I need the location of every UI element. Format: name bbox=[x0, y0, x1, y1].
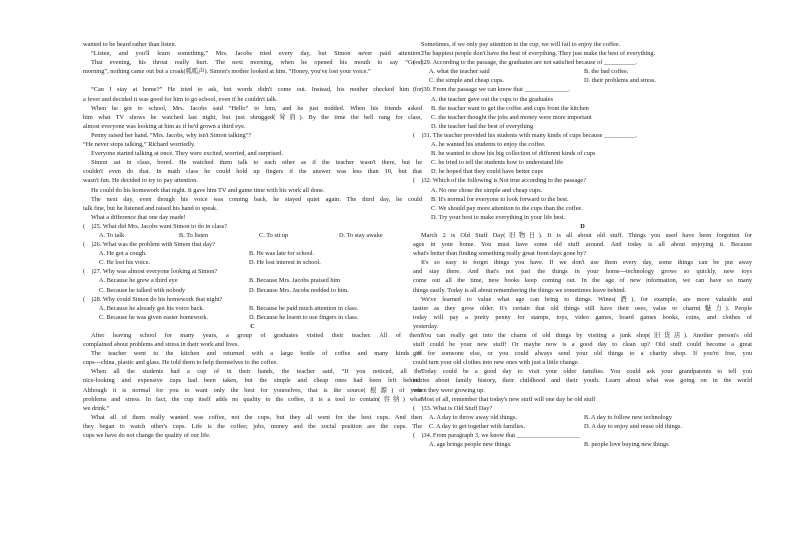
question-28: ( )28. Why could Simon do his homework that night? bbox=[83, 295, 223, 303]
passage-line: stories about family history, their childhood and their youth. Learn about what was going on in the world bbox=[413, 377, 752, 385]
question-34-options bbox=[413, 440, 752, 449]
question-27-options bbox=[83, 276, 422, 285]
question-28-options bbox=[83, 313, 422, 322]
option-d[interactable]: D. Because Mrs. Jacobs nodded to him. bbox=[249, 286, 349, 294]
option-b[interactable]: B. He was late for school. bbox=[249, 250, 315, 258]
option-c[interactable]: C. A day to get together with families. bbox=[429, 422, 526, 430]
story-line: “Can I stay at home?” He tried to ask, but words didn't come out. Instead, his mother checked him for bbox=[91, 86, 422, 94]
option-a[interactable]: A. A day to throw away old things. bbox=[429, 413, 517, 421]
passage-line: March 2 is Old Stuff Day(旧物日). It is all about old stuff. Things you used have been forgotten for bbox=[421, 231, 752, 239]
passage-line: stuff could be your new stuff! Or maybe now is a good day to clean up? Old stuff could become a great bbox=[413, 341, 752, 349]
passage-line: they began to watch other's cups. Life is the coffee; jobs, money and the social position are the cups. The bbox=[83, 422, 422, 430]
option-a[interactable]: A. what the teacher said bbox=[429, 68, 490, 76]
passage-line: Most of all, remember that today's new stuff will one day be old stuff bbox=[421, 395, 596, 403]
option-c[interactable]: C. He lost his voice. bbox=[99, 259, 151, 267]
question-33-options bbox=[413, 413, 752, 422]
passage-line: tastier as they grow older. It's certain that old things still have their uses, value or charm(魅力). People bbox=[413, 304, 752, 312]
passage-line: problems and stress. In fact, the cup itself adds no quality to the coffee, it is a tool to contain(容纳) what bbox=[83, 395, 422, 403]
passage-line: We've learned to value what age can bring to things. Wines(酒), for example, are more valuable and bbox=[421, 295, 752, 303]
passage-line: and stay there. And that's not just the things in your home---technology grows so quickly, new toys bbox=[413, 268, 752, 276]
passage-line: when they were growing up. bbox=[413, 386, 485, 394]
story-line: him what TV shows he watched last night, but just shrugged(耸肩). By the time the bell rang for class, bbox=[83, 113, 422, 121]
option-b[interactable]: B. he wanted to show his big collection of different kinds of cups bbox=[431, 150, 596, 158]
passage-line: cups---china, plastic and glass. He told them to help themselves to the coffee. bbox=[83, 359, 278, 367]
story-line: morning”, nothing came out but a croak(呱呱声). Simon's mother looked at him. “Honey, you've lost your voice.” bbox=[83, 68, 371, 76]
question-31: ( )31. The teacher provided his students with many kinds of cups because __________. bbox=[413, 131, 638, 139]
option-c[interactable]: C. Because he talked with nobody bbox=[99, 286, 186, 294]
question-26-options bbox=[83, 249, 422, 258]
option-b[interactable]: B. people love buying new things bbox=[584, 441, 669, 449]
passage-line: The teacher went to the kitchen and returned with a large bottle of coffee and many kinds of bbox=[91, 350, 422, 358]
section-heading-d: D bbox=[580, 222, 585, 230]
passage-line: After leaving school for many years, a group of graduates visited their teacher. All of them bbox=[91, 332, 422, 339]
passage-line: The happiest people don't have the best of everything. They just make the best of everything. bbox=[421, 50, 656, 58]
story-line: Everyone started talking at once. They were excited, worried, and surprised. bbox=[91, 150, 283, 158]
story-line: “Listen, and you'll learn something.” Mrs. Jacobs tried every day, but Simon never paid attention. bbox=[91, 50, 422, 58]
option-b[interactable]: B. A day to follow new technology bbox=[584, 413, 672, 421]
story-line: When he got to school, Mrs. Jacobs said “Hello” to him, and he just nodded. When his friends asked bbox=[91, 104, 422, 112]
option-d[interactable]: D. To stay awake bbox=[339, 231, 383, 239]
passage-line: Sometimes, if we only pay attention to the cup, we will fail to enjoy the coffee. bbox=[421, 41, 621, 48]
story-line: wasn't fun. He decided to try to pay attention. bbox=[83, 177, 198, 185]
passage-line: It's so easy to forget things you have. If we don't use them every day, some things can be put away bbox=[421, 259, 752, 267]
question-26-options bbox=[83, 258, 422, 267]
option-c[interactable]: C. he tried to tell the students how to understand life bbox=[431, 159, 564, 167]
option-b[interactable]: B. It's normal for everyone to look forward to the best. bbox=[431, 195, 569, 203]
option-a[interactable]: A. Because he grew a third eye bbox=[99, 277, 178, 285]
question-30: ( )30. From the passage we can know that ______________. bbox=[413, 86, 571, 94]
passage-line: come out all the time, new books keep coming out. In the age of new information, we can have so many bbox=[413, 277, 752, 285]
passage-line: complained about problems and stress in their work and lives. bbox=[83, 341, 239, 349]
left-column bbox=[83, 40, 422, 440]
option-b[interactable]: B. Because he paid much attention in class. bbox=[249, 304, 359, 312]
option-b[interactable]: B. To listen bbox=[179, 231, 209, 239]
story-line: The next day, even though his voice was coming back, he stayed quiet again. The third day, he could bbox=[91, 195, 422, 203]
option-d[interactable]: D. their problems and stress. bbox=[584, 77, 657, 85]
passage-line: things easily. Today is all about remembering the things we sometimes leave behind. bbox=[413, 286, 627, 294]
story-line: a fever and decided it was good for him to go school, even if he couldn't talk. bbox=[83, 95, 278, 103]
question-26: ( )26. What was the problem with Simon that day? bbox=[83, 241, 215, 249]
story-line: couldn't even do that. In math class he could hold up fingers if the answer was less than 10, but that bbox=[83, 168, 422, 176]
question-32: ( )32. Which of the following is Not true according to the passage? bbox=[413, 177, 587, 185]
story-line: talk fine, but he listened and raised his hand to speak. bbox=[83, 204, 218, 212]
passage-line: Today could be a good day to visit your older families. You could ask your grandparents to tell you bbox=[421, 368, 752, 376]
question-29: ( )29. According to the passage, the graduates are not satisfied because of __________. bbox=[413, 59, 637, 67]
question-25-options bbox=[83, 231, 422, 240]
section-heading-c: C bbox=[250, 322, 255, 330]
option-d[interactable]: D. Because he learnt to use fingers in class. bbox=[249, 313, 359, 321]
option-a[interactable]: A. the teacher gave out the cups to the graduates bbox=[431, 95, 554, 103]
story-line: wanted to be heard rather than listen. bbox=[83, 41, 177, 48]
option-a[interactable]: A. he wanted his students to enjoy the coffee. bbox=[431, 141, 546, 149]
story-line: What a difference that one day made! bbox=[91, 213, 186, 221]
question-29-options bbox=[413, 76, 752, 85]
passage-line: gift for someone else, or you could always send your old things to a charity shop. If you're free, you bbox=[413, 350, 752, 358]
question-34: ( )34. From paragraph 3, we know that ____________________ bbox=[413, 432, 580, 440]
passage-line: what's better than finding something really great from days gone by? bbox=[413, 250, 587, 258]
passage-line: today will pay a pretty penny for stamps, toys, video games, board games books, coins, and clothes of bbox=[413, 313, 752, 321]
option-a[interactable]: A. He got a cough. bbox=[99, 250, 147, 258]
passage-line: yesterday. bbox=[413, 322, 439, 330]
story-line: almost everyone was looking at him as if he'd grown a third eye. bbox=[83, 122, 246, 130]
passage-line: ages in your home. You must have some old stuff around. And today is all about enjoying it. Because bbox=[413, 241, 752, 249]
passage-line: You can really get into the charm of old things by visiting a junk shop(旧货店). Another person's old bbox=[421, 332, 752, 339]
option-b[interactable]: B. Because Mrs. Jacobs praised him bbox=[249, 277, 341, 285]
passage-line: Although it is normal for you to want only the best for yourselves, that is the source(根源) of your bbox=[83, 386, 422, 394]
question-27: ( )27. Why was almost everyone looking at Simon? bbox=[83, 268, 218, 276]
option-c[interactable]: C. Because he was given easier homework. bbox=[99, 313, 209, 321]
option-d[interactable]: D. the teacher had the best of everything bbox=[431, 122, 534, 130]
option-d[interactable]: D. he hoped that they could have better cups bbox=[431, 168, 544, 176]
option-b[interactable]: B. the teacher want to get the coffee and cups from the kitchen bbox=[431, 104, 589, 112]
passage-line: cups we have do not change the quality of our life. bbox=[83, 432, 211, 440]
option-c[interactable]: C. We should pay more attention to the cups than the coffee. bbox=[431, 204, 583, 212]
story-line: Penny raised her hand. “Mrs. Jacobs, why isn't Simon talking”? bbox=[91, 131, 252, 139]
passage-line: When all the students had a cup of in their hands, the teacher said, “If you noticed, all the bbox=[91, 368, 422, 376]
story-line: That evening, his throat really hurt. The next morning, when he opened his mouth to say “Good bbox=[91, 59, 422, 67]
option-c[interactable]: C. the teacher thought the jobs and money were more important bbox=[431, 113, 592, 121]
option-b[interactable]: B. the bad coffee. bbox=[584, 68, 629, 76]
option-c[interactable]: C. the simple and cheap cups. bbox=[429, 77, 505, 85]
option-d[interactable]: D. Try your best to make everything in your life best. bbox=[431, 213, 566, 221]
right-column bbox=[413, 40, 752, 449]
passage-line: could turn your old clothes into new ones with just a little change. bbox=[413, 359, 580, 367]
option-d[interactable]: D. He lost interest in school. bbox=[249, 259, 321, 267]
question-28-options bbox=[83, 304, 422, 313]
passage-line: nice-looking and expensive cups had been taken, but the simple and cheap ones had been left behind. bbox=[83, 377, 422, 385]
passage-line: we drink.” bbox=[83, 404, 110, 412]
passage-line: What all of them really wanted was coffee, not the cups, but they all went for the best cups. And then bbox=[91, 413, 422, 421]
option-a[interactable]: A. No one chose the simple and cheap cups. bbox=[431, 186, 543, 194]
option-c[interactable]: C. To sit up bbox=[259, 231, 289, 239]
option-a[interactable]: A. Because he already got his voice back. bbox=[99, 304, 205, 312]
question-27-options bbox=[83, 286, 422, 295]
question-33: ( )33. What is Old Stuff Day? bbox=[413, 404, 493, 412]
question-25: ( )25. What did Mrs. Jacobs want Simon to do in class? bbox=[83, 222, 227, 230]
question-29-options bbox=[413, 67, 752, 76]
story-line: Simon sat in class, bored. He watched them talk to each other as if the teacher wasn't there, but he bbox=[91, 159, 422, 167]
option-a[interactable]: A. age brings people new things. bbox=[429, 441, 512, 449]
option-a[interactable]: A. To talk bbox=[99, 231, 125, 239]
question-33-options bbox=[413, 422, 752, 431]
story-line: “He never stops talking,” Richard worriedly. bbox=[83, 141, 196, 149]
option-d[interactable]: D. A day to enjoy and reuse old things. bbox=[584, 422, 682, 430]
story-line: He could do his homework that night. It gave him TV and game time with his work all done. bbox=[91, 186, 325, 194]
